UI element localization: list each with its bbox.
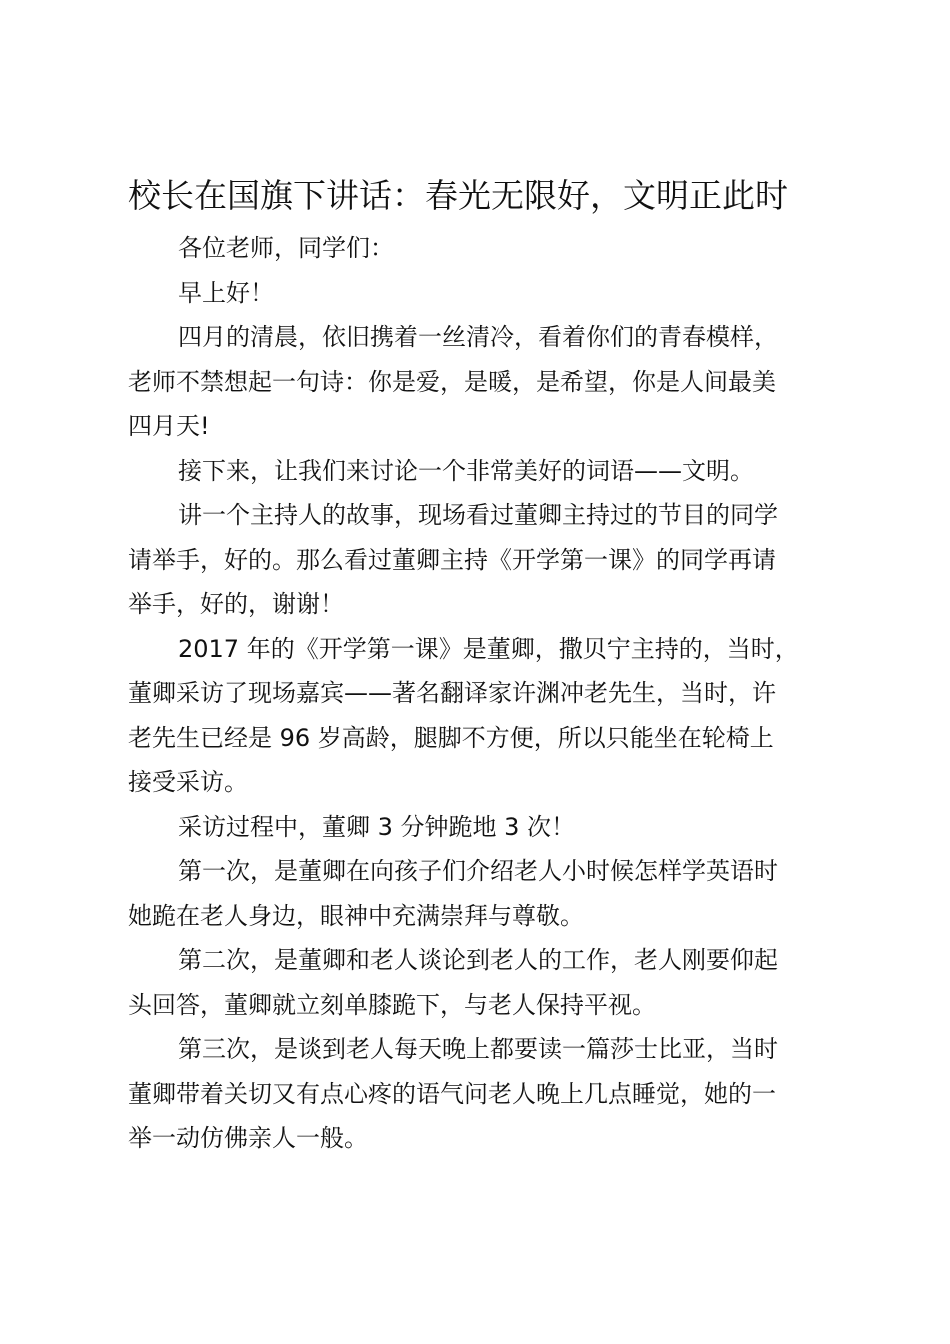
body-line: 2017 年的《开学第一课》是董卿，撒贝宁主持的，当时， — [178, 634, 799, 663]
body-line: 她跪在老人身边，眼神中充满崇拜与尊敬。 — [128, 901, 584, 930]
body-line-greeting: 早上好！ — [178, 278, 274, 307]
document-body — [128, 226, 828, 1161]
body-line: 举一动仿佛亲人一般。 — [128, 1124, 368, 1152]
body-line: 请举手，好的。那么看过董卿主持《开学第一课》的同学再请 — [128, 545, 776, 574]
body-line: 四月的清晨，依旧携着一丝清冷，看着你们的青春模样， — [178, 323, 778, 351]
body-line: 举手，好的，谢谢！ — [128, 590, 344, 618]
body-line: 讲一个主持人的故事，现场看过董卿主持过的节目的同学 — [178, 501, 778, 529]
body-line-salutation: 各位老师，同学们： — [178, 234, 394, 262]
body-line: 董卿采访了现场嘉宾——著名翻译家许渊冲老先生，当时，许 — [128, 679, 776, 707]
body-line: 第一次，是董卿在向孩子们介绍老人小时候怎样学英语时 — [178, 857, 778, 885]
body-line: 采访过程中，董卿 3 分钟跪地 3 次！ — [178, 812, 576, 841]
page-title: 校长在国旗下讲话：春光无限好，文明正此时 — [128, 176, 788, 215]
body-line: 接下来，让我们来讨论一个非常美好的词语——文明。 — [178, 456, 754, 485]
body-line: 第二次，是董卿和老人谈论到老人的工作，老人刚要仰起 — [178, 946, 778, 974]
body-line: 头回答，董卿就立刻单膝跪下，与老人保持平视。 — [128, 990, 656, 1019]
body-line: 四月天! — [128, 412, 210, 440]
body-line: 接受采访。 — [128, 768, 248, 796]
body-line: 董卿带着关切又有点心疼的语气问老人晚上几点睡觉，她的一 — [128, 1079, 776, 1108]
body-line: 第三次，是谈到老人每天晚上都要读一篇莎士比亚，当时 — [178, 1035, 778, 1063]
body-line: 老先生已经是 96 岁高龄，腿脚不方便，所以只能坐在轮椅上 — [128, 723, 774, 752]
body-line: 老师不禁想起一句诗：你是爱，是暖，是希望，你是人间最美 — [128, 367, 776, 396]
